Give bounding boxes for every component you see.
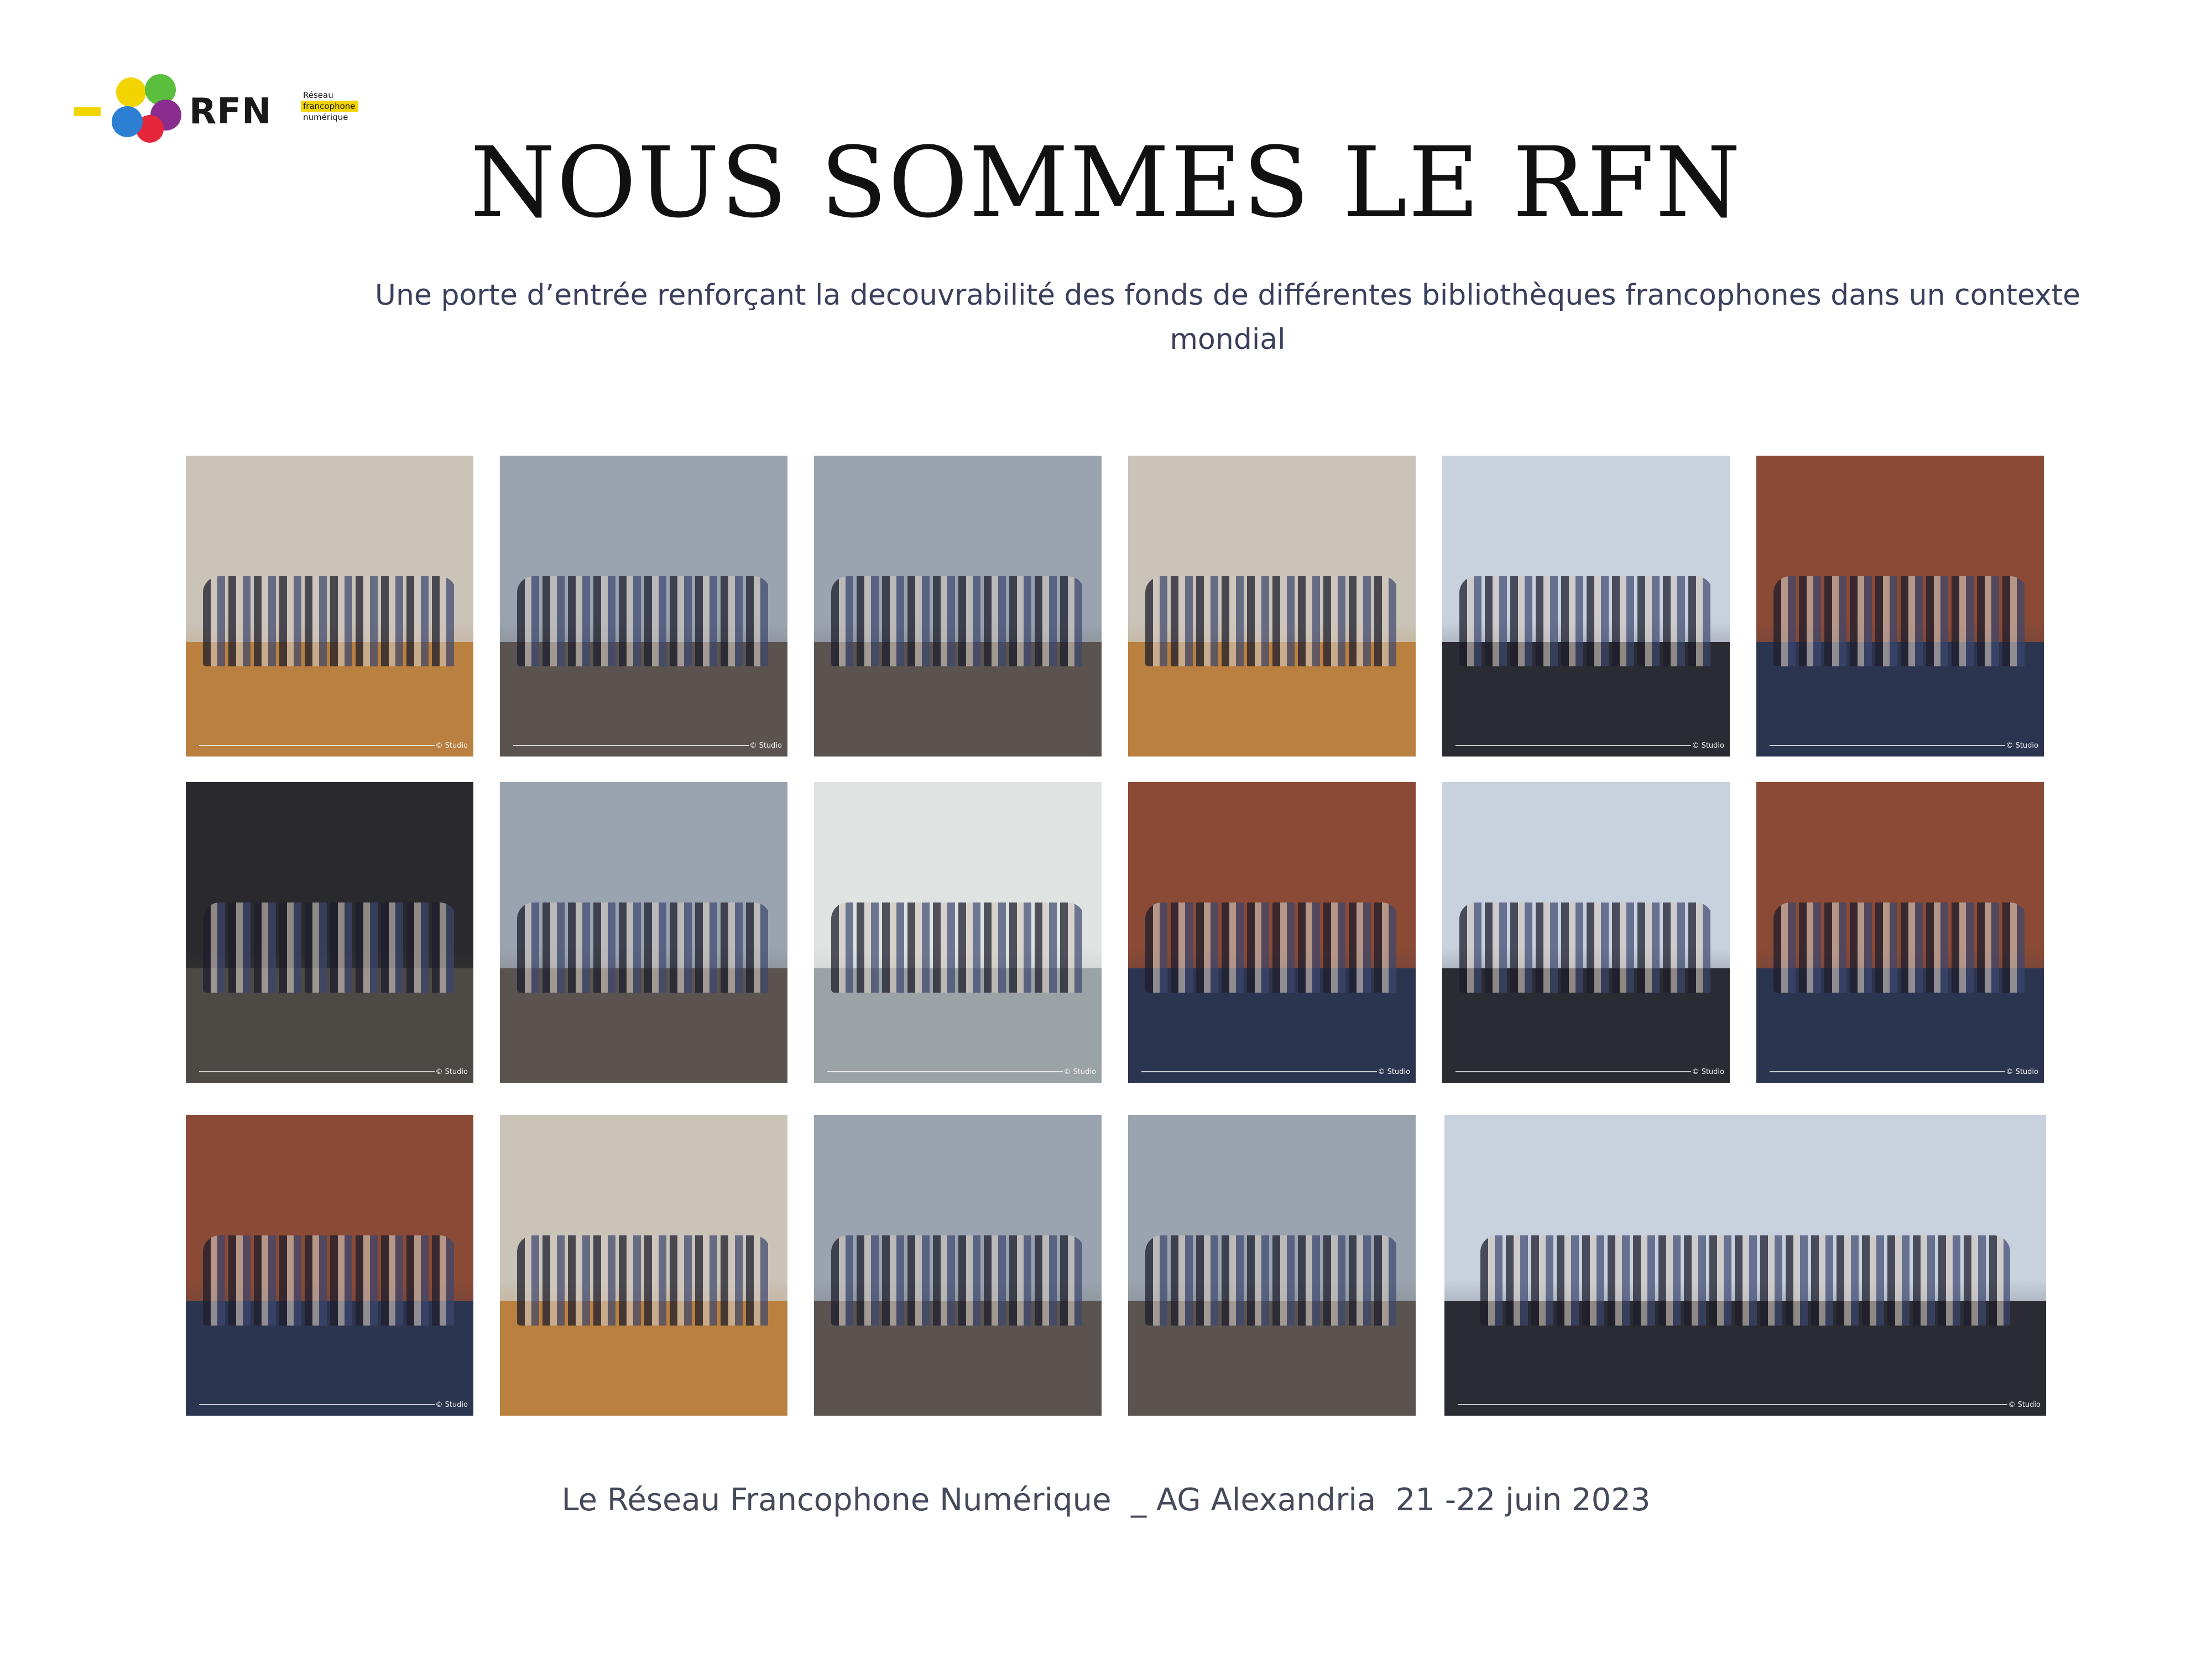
photo-credit-line	[1455, 745, 1691, 746]
photo-people	[203, 902, 456, 993]
photo-credit-line	[1770, 1071, 2005, 1072]
page-subtitle: Une porte d’entrée renforçant la decouvrabilité des fonds de différentes bibliothèques francophones dans un contexte mondial	[374, 279, 2081, 356]
photo-credit: © Studio	[2006, 1068, 2038, 1076]
photo-credit: © Studio	[1692, 742, 1724, 750]
photo-people	[517, 1235, 770, 1326]
photo-credit: © Studio	[435, 1401, 468, 1409]
photo-people	[203, 1235, 456, 1326]
photo-handshake	[500, 782, 787, 1083]
logo-tagline-line-3: numérique	[303, 112, 348, 122]
photo-people	[1459, 902, 1713, 993]
photo-speaker-woman-microphone	[1442, 456, 1730, 757]
photo-credit-line	[1141, 1071, 1377, 1072]
photo-people	[1480, 1235, 2010, 1326]
photo-people	[1145, 1235, 1399, 1326]
photo-panel-table	[1756, 456, 2044, 757]
photo-reading-room-terraces	[500, 1115, 787, 1416]
photo-credit-line	[1458, 1404, 2007, 1405]
photo-credit: © Studio	[2008, 1401, 2041, 1409]
photo-people	[831, 576, 1084, 666]
photo-people	[1773, 576, 2027, 666]
event-footer: Le Réseau Francophone Numérique _ AG Alexandria 21 -22 juin 2023	[561, 1482, 1651, 1518]
photo-discussion-bookshelves	[186, 1115, 473, 1416]
photo-people	[1145, 902, 1399, 993]
photo-people	[1145, 576, 1399, 666]
photo-group-library-hall	[186, 456, 473, 757]
photo-credit: © Studio	[435, 1068, 468, 1076]
photo-audience-panel-collage	[1444, 1115, 2046, 1416]
photo-two-men-standing	[814, 1115, 1102, 1416]
photo-visitors-exhibit	[186, 782, 473, 1083]
photo-credit-line	[1770, 745, 2005, 746]
photo-visit-computer-room	[500, 456, 787, 757]
photo-credit: © Studio	[1378, 1068, 1410, 1076]
photo-people	[203, 576, 456, 666]
logo-brand-text: RFN	[189, 91, 272, 132]
photo-meeting-participants	[1128, 782, 1416, 1083]
photo-people	[1459, 576, 1713, 666]
photo-people	[831, 902, 1084, 993]
photo-people	[1773, 902, 2027, 993]
photo-visitors-conversation	[814, 456, 1102, 757]
photo-speaker-woman-glasses	[1442, 782, 1730, 1083]
photo-credit-line	[199, 1404, 435, 1405]
photo-people	[517, 576, 770, 666]
photo-credit: © Studio	[435, 742, 468, 750]
photo-group-staircase	[814, 782, 1102, 1083]
page-title: NOUS SOMMES LE RFN	[470, 126, 1742, 239]
photo-credit-line	[513, 745, 749, 746]
photo-credit-line	[1455, 1071, 1691, 1072]
photo-people	[517, 902, 770, 993]
photo-credit-line	[199, 1071, 435, 1072]
logo-tagline-line-2: francophone	[301, 101, 358, 112]
photo-credit-line	[827, 1071, 1063, 1072]
photo-group-of-five	[1128, 1115, 1416, 1416]
photo-group-atrium	[1128, 456, 1416, 757]
photo-people	[831, 1235, 1084, 1326]
logo-tagline-line-1: Réseau	[303, 90, 333, 100]
photo-credit: © Studio	[2006, 742, 2038, 750]
photo-credit-line	[199, 745, 435, 746]
photo-credit: © Studio	[1063, 1068, 1096, 1076]
photo-meeting-room-bookshelves	[1756, 782, 2044, 1083]
photo-credit: © Studio	[1692, 1068, 1724, 1076]
photo-credit: © Studio	[749, 742, 782, 750]
